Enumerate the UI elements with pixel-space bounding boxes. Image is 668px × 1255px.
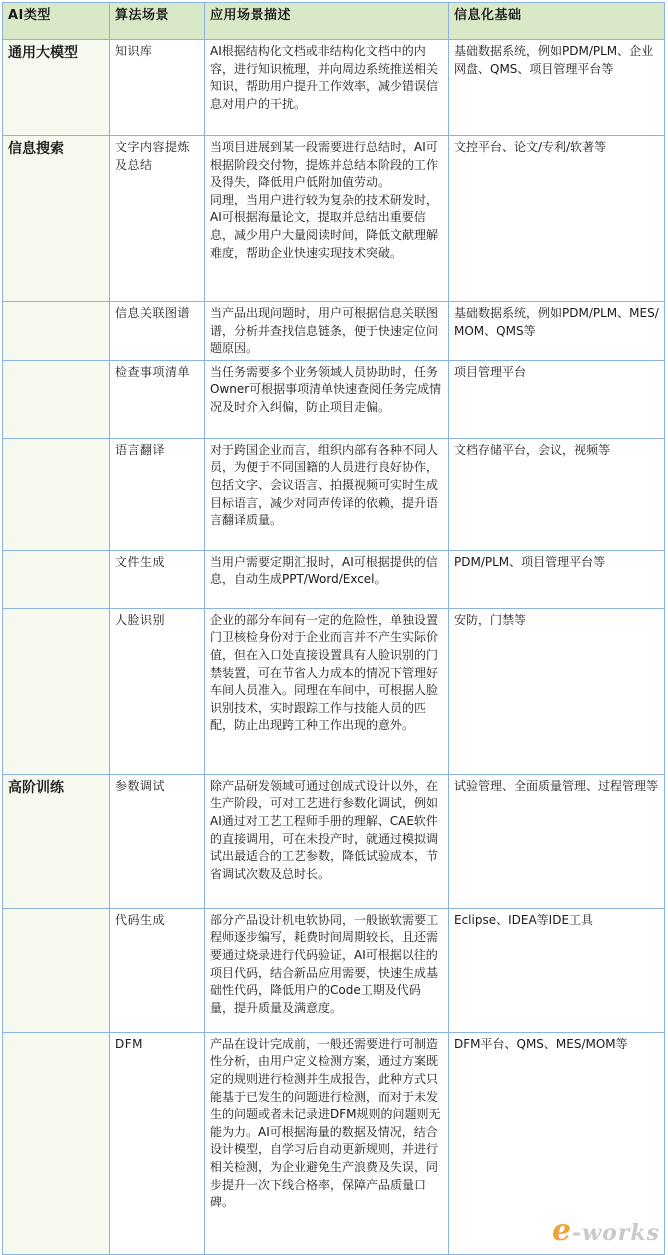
scene-cell: 检查事项清单	[110, 360, 205, 438]
header-algorithm-scene: 算法场景	[110, 3, 205, 40]
scene-cell: 语言翻译	[110, 438, 205, 550]
table-row	[3, 908, 665, 1032]
foundation-cell: 文档存储平台，会议，视频等	[449, 438, 665, 550]
description-cell	[205, 438, 449, 550]
scene-cell: 参数调试	[110, 774, 205, 908]
table-row	[3, 40, 665, 136]
scene-cell: 文件生成	[110, 550, 205, 608]
ai-type-cell	[3, 360, 110, 438]
ai-type-cell	[3, 1032, 110, 1254]
scene-cell: 文字内容提炼及总结	[110, 136, 205, 302]
table-row	[3, 438, 665, 550]
table-row	[3, 608, 665, 774]
scene-cell: 信息关联图谱	[110, 302, 205, 361]
description-cell	[205, 136, 449, 302]
table-row	[3, 136, 665, 302]
foundation-cell: DFM平台、QMS、MES/MOM等	[449, 1032, 665, 1254]
description-paragraph: 企业的部分车间有一定的危险性，单独设置门卫核检身份对于企业而言并不产生实际价值，但在入口处直接设置具有人脸识别的门禁装置，可在节省人力成本的情况下管理好车间人员准入。同理在车间中，可根据人脸识别技术，实时跟踪工作与技能人员的匹配，防止出现跨工种工作出现的意外。	[210, 612, 439, 733]
description-cell	[205, 608, 449, 774]
header-scene-description: 应用场景描述	[205, 3, 449, 40]
description-cell	[205, 40, 449, 136]
table-row	[3, 302, 665, 361]
ai-type-cell: 信息搜索	[3, 136, 110, 302]
description-paragraph: 当产品出现问题时，用户可根据信息关联图谱，分析并查找信息链条，便于快速定位问题原因。	[210, 306, 439, 356]
scene-cell: 人脸识别	[110, 608, 205, 774]
header-ai-type: AI类型	[3, 3, 110, 40]
foundation-cell: 文控平台、论文/专利/软著等	[449, 136, 665, 302]
description-paragraph: 同理，当用户进行较为复杂的技术研发时，AI可根据海量论文，提取并总结出重要信息，减少用户大量阅读时间，降低文献理解难度，帮助企业快速实现技术突破。	[210, 192, 439, 260]
e-works-watermark-logo: e-works	[551, 1213, 660, 1248]
ai-scenario-table	[2, 2, 665, 1255]
ai-type-cell	[3, 302, 110, 361]
description-cell	[205, 550, 449, 608]
description-paragraph: 除产品研发领域可通过创成式设计以外，在生产阶段，可对工艺进行参数化调试，例如AI通过对工艺工程师手册的理解、CAE软件的直接调用，可在未投产时，就通过模拟调试出最适合的工艺参数，降低试验成本，节省调试次数及总时长。	[210, 778, 439, 881]
description-cell	[205, 774, 449, 908]
ai-type-cell	[3, 550, 110, 608]
description-paragraph: 部分产品设计机电软协同，一般嵌软需要工程师逐步编写，耗费时间周期较长，且还需要通过烧录进行代码验证，AI可根据以往的项目代码，结合新品应用需要，快速生成基础性代码，降低用户的Code工期及代码量，提升质量及满意度。	[210, 912, 439, 1015]
description-paragraph: 当用户需要定期汇报时，AI可根据提供的信息，自动生成PPT/Word/Excel。	[210, 554, 438, 587]
table-header-row	[3, 3, 665, 40]
table-row	[3, 550, 665, 608]
description-paragraph: 产品在设计完成前，一般还需要进行可制造性分析，由用户定义检测方案，通过方案既定的规则进行检测并生成报告，此种方式只能基于已发生的问题进行检测，而对于未发生的问题或者未记录进DFM规则的问题则无能为力。AI可根据海量的数据及情况，结合设计模型，自学习后自动更新规则，并进行相关检测，为企业避免生产浪费及失误，同步提升一次下线合格率，保障产品质量口碑。	[210, 1036, 441, 1210]
description-cell	[205, 908, 449, 1032]
scene-cell: DFM	[110, 1032, 205, 1254]
ai-type-cell: 高阶训练	[3, 774, 110, 908]
description-cell	[205, 302, 449, 361]
description-paragraph: 当项目进展到某一段需要进行总结时，AI可根据阶段交付物，提炼并总结本阶段的工作及得失，降低用户低附加值劳动。	[210, 140, 439, 190]
description-paragraph: 当任务需要多个业务领域人员协助时，任务Owner可根据事项清单快速查阅任务完成情况及时介入纠偏，防止项目走偏。	[210, 364, 442, 414]
ai-type-cell	[3, 438, 110, 550]
scene-cell: 知识库	[110, 40, 205, 136]
description-cell	[205, 1032, 449, 1254]
ai-type-cell	[3, 608, 110, 774]
table-row	[3, 774, 665, 908]
ai-type-cell	[3, 908, 110, 1032]
ai-type-cell: 通用大模型	[3, 40, 110, 136]
foundation-cell: 安防，门禁等	[449, 608, 665, 774]
foundation-cell: 基础数据系统，例如PDM/PLM、MES/MOM、QMS等	[449, 302, 665, 361]
header-it-foundation: 信息化基础	[449, 3, 665, 40]
description-paragraph: AI根据结构化文档或非结构化文档中的内容，进行知识梳理，并向周边系统推送相关知识，帮助用户提升工作效率，减少错误信息对用户的干扰。	[210, 44, 439, 111]
foundation-cell: 试验管理、全面质量管理、过程管理等	[449, 774, 665, 908]
table-row	[3, 360, 665, 438]
scene-cell: 代码生成	[110, 908, 205, 1032]
foundation-cell: Eclipse、IDEA等IDE工具	[449, 908, 665, 1032]
description-paragraph: 对于跨国企业而言，组织内部有各种不同人员，为便于不同国籍的人员进行良好协作，包括文字、会议语言、拍摄视频可实时生成目标语言，减少对同声传译的依赖，提升语言翻译质量。	[210, 442, 439, 528]
description-cell	[205, 360, 449, 438]
foundation-cell: 基础数据系统，例如PDM/PLM、企业网盘、QMS、项目管理平台等	[449, 40, 665, 136]
foundation-cell: PDM/PLM、项目管理平台等	[449, 550, 665, 608]
foundation-cell: 项目管理平台	[449, 360, 665, 438]
